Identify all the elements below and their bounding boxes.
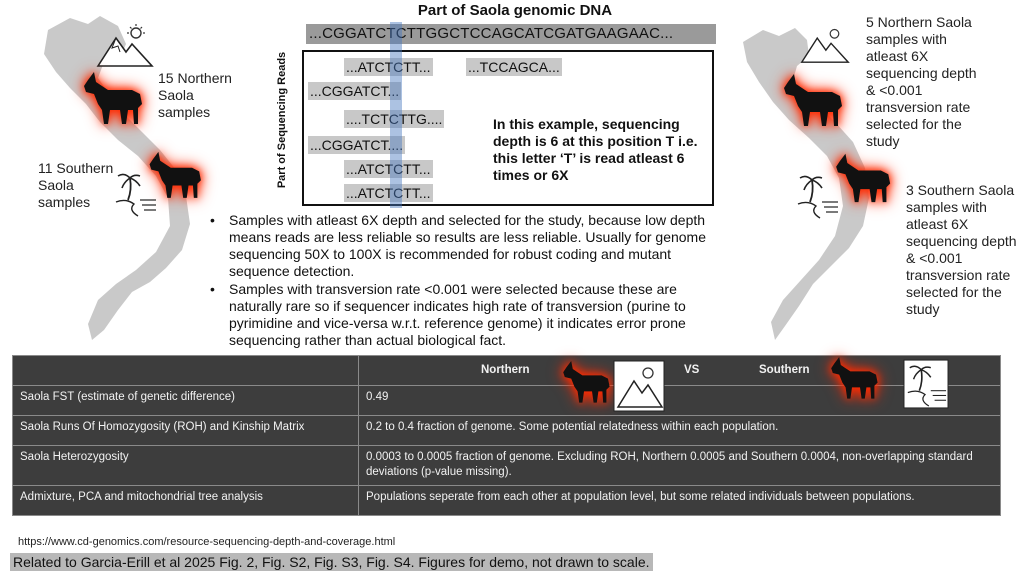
page-title: Part of Saola genomic DNA (417, 2, 613, 19)
read: ...ATCTCTT... (346, 161, 431, 177)
goat-icon (780, 70, 850, 128)
mountain-sun-icon (614, 361, 664, 411)
table-row (13, 486, 1001, 516)
footer-note: Related to Garcia-Erill et al 2025 Fig. 2, Fig. S2, Fig. S3, Fig. S4. Figures for demo, not drawn to scale. (10, 553, 653, 571)
read: ...TCCAGCA... (468, 59, 560, 75)
row-value: 0.2 to 0.4 fraction of genome. Some potential relatedness within each population. (359, 416, 1001, 446)
example-text: In this example, sequencing depth is 6 at this position T i.e. this letter ‘T’ is read atleast 6 times or 6X (493, 116, 698, 183)
read: ...CGGATCT.... (310, 137, 404, 153)
reads-axis-label: Part of Sequencing Reads (276, 51, 288, 189)
read: ...ATCTCTT... (346, 59, 431, 75)
row-label: Admixture, PCA and mitochondrial tree analysis (13, 486, 359, 516)
read: ....TCTCTTG.... (346, 111, 443, 127)
row-label: Saola FST (estimate of genetic difference) (13, 386, 359, 416)
row-label: Saola Heterozygosity (13, 446, 359, 486)
goat-icon (560, 356, 616, 406)
row-value: 0.49 (359, 386, 1001, 416)
read: ...ATCTCTT... (346, 185, 431, 201)
right-north-label: 5 Northern Saola samples with atleast 6X sequencing depth & <0.001 transversion rate selected for the study (866, 14, 977, 149)
row-value: 0.0003 to 0.0005 fraction of genome. Excluding ROH, Northern 0.0005 and Southern 0.0004, non-overlapping standard deviations (p-value missing). (359, 446, 1001, 486)
right-south-label: 3 Southern Saola samples with atleast 6X sequencing depth & <0.001 transversion rate selected for the study (906, 182, 1017, 317)
reference-sequence: ...CGGATCTCTTGGCTCCAGCATCGATGAAGAAC... (306, 24, 716, 44)
palm-beach-icon (904, 360, 948, 408)
left-north-label: 15 Northern Saola samples (158, 70, 232, 120)
bullet-item: • Samples with atleast 6X depth and selected for the study, because low depth means reads are less reliable so results are less reliable. Usually for genome sequencing 50X to 100X is recommended for robust coding and mutant sequence detection. (210, 212, 730, 280)
table-row (13, 416, 1001, 446)
palm-beach-icon (112, 170, 158, 218)
header-vs: VS (684, 364, 700, 376)
goat-icon (832, 150, 898, 204)
depth-highlight-column (390, 22, 402, 208)
table-header-empty (13, 356, 359, 386)
bullet-item: • Samples with transversion rate <0.001 were selected because these are naturally rare so if sequencer indicates high rate of transversion (purine to pyrimidine and vice-versa w.r.t. reference genome) it indicates error prone sequencing rather than actual biological fact. (210, 281, 730, 349)
row-value: Populations seperate from each other at population level, but some related individuals between populations. (359, 486, 1001, 516)
mountain-sun-icon (800, 26, 850, 64)
goat-icon (80, 68, 150, 126)
source-url: https://www.cd-genomics.com/resource-sequencing-depth-and-coverage.html (18, 536, 396, 548)
left-south-label: 11 Southern Saola samples (38, 160, 114, 210)
header-northern: Northern (481, 364, 530, 376)
palm-beach-icon (794, 172, 840, 220)
goat-icon (828, 352, 884, 402)
table-row (13, 446, 1001, 486)
read: ...CGGATCT... (310, 83, 400, 99)
bullet-list (210, 212, 730, 350)
header-southern: Southern (759, 364, 810, 376)
mountain-sun-icon (96, 24, 154, 68)
row-label: Saola Runs Of Homozygosity (ROH) and Kinship Matrix (13, 416, 359, 446)
